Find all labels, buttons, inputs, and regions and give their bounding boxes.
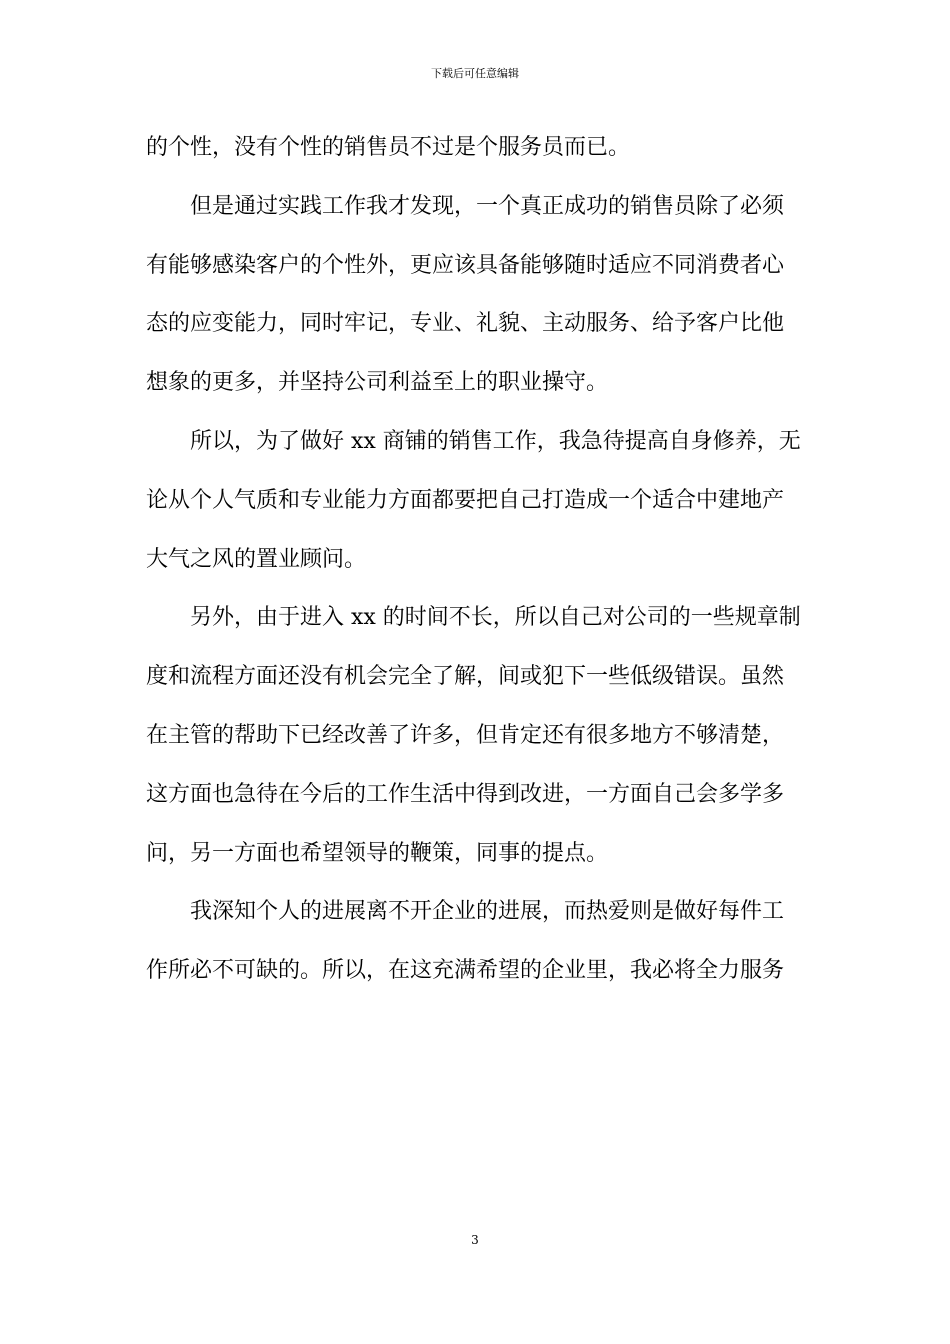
text-line: 态的应变能力，同时牢记，专业、礼貌、主动服务、给予客户比他 [146,311,785,337]
text-line: 想象的更多，并坚持公司利益至上的职业操守。 [146,370,609,396]
text-line: 度和流程方面还没有机会完全了解，间或犯下一些低级错误。虽然 [146,664,785,690]
document-body [146,126,810,1008]
text-line: 问，另一方面也希望领导的鞭策，同事的提点。 [146,840,609,866]
text-line: 这方面也急待在今后的工作生活中得到改进，一方面自己会多学多 [146,781,785,807]
text-line: 的个性，没有个性的销售员不过是个服务员而已。 [146,135,631,160]
page-number: 3 [471,1233,479,1247]
paragraph-first-line: 我深知个人的进展离不开企业的进展，而热爱则是做好每件工 [190,899,785,925]
text-line: 作所必不可缺的。所以，在这充满希望的企业里，我必将全力服务 [146,958,785,984]
paragraph-first-line: 所以，为了做好 xx 商铺的销售工作，我急待提高自身修养，无 [190,428,801,454]
page-header-note: 下载后可任意编辑 [431,67,519,80]
text-line: 在主管的帮助下已经改善了许多，但肯定还有很多地方不够清楚， [146,722,785,748]
text-line: 论从个人气质和专业能力方面都要把自己打造成一个适合中建地产 [146,487,785,513]
paragraph-first-line: 另外，由于进入 xx 的时间不长，所以自己对公司的一些规章制 [190,605,801,631]
paragraph-first-line: 但是通过实践工作我才发现，一个真正成功的销售员除了必须 [190,193,785,219]
text-line: 大气之风的置业顾问。 [146,546,367,572]
text-line: 有能够感染客户的个性外，更应该具备能够随时适应不同消费者心 [146,252,785,278]
